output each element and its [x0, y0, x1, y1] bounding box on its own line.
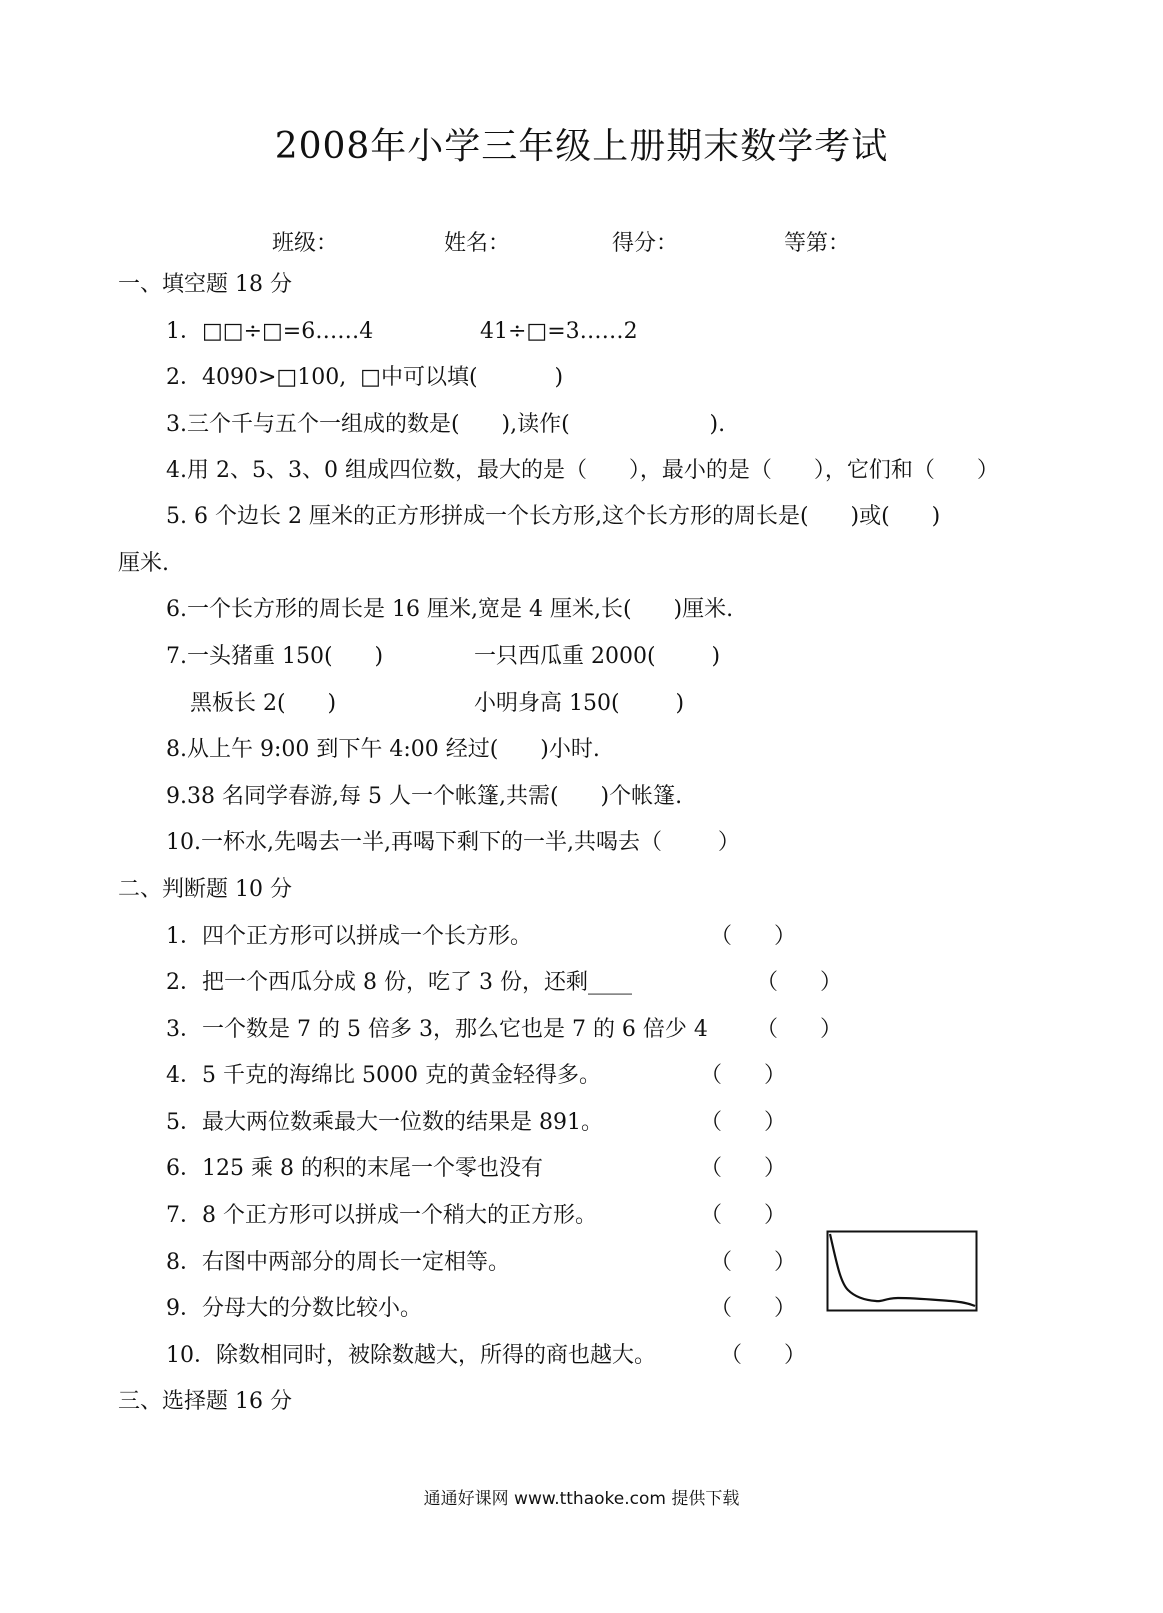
class-field-label: 班级： [272, 231, 339, 256]
judge-item-2-text: 2．把一个西瓜分成 8 份，吃了 3 份，还剩____ [166, 970, 632, 995]
judge-item-5-text: 5．最大两位数乘最大一位数的结果是 891。 [166, 1110, 603, 1135]
grade-field-label: 等第： [784, 231, 851, 256]
fill-q9: 9.38 名同学春游,每 5 人一个帐篷,共需( )个帐篷. [166, 784, 683, 809]
fill-q4: 4.用 2、5、3、0 组成四位数，最大的是（ ），最小的是（ ），它们和（ ） [166, 458, 999, 483]
score-field-label: 得分： [612, 231, 679, 256]
judge-item-3-text: 3．一个数是 7 的 5 倍多 3，那么它也是 7 的 6 倍少 4 [166, 1017, 708, 1042]
page-title: 2008年小学三年级上册期末数学考试 [274, 126, 889, 167]
judge-item-7-paren: （ ） [700, 1203, 786, 1228]
judge-item-4-paren: （ ） [700, 1063, 786, 1088]
fill-q2: 2．4090>□100, □中可以填( ) [166, 365, 564, 390]
judge-item-10-paren: （ ） [720, 1343, 806, 1368]
section1-heading: 一、填空题 18 分 [118, 272, 292, 297]
judge-item-1-text: 1．四个正方形可以拼成一个长方形。 [166, 924, 532, 949]
fill-q7c: 黑板长 2( ) [190, 691, 337, 716]
section3-heading: 三、选择题 16 分 [118, 1389, 292, 1414]
judge-item-9-paren: （ ） [710, 1296, 796, 1321]
judge-item-6-text: 6．125 乘 8 的积的末尾一个零也没有 [166, 1156, 543, 1181]
name-field-label: 姓名： [444, 231, 511, 256]
fill-q5: 5. 6 个边长 2 厘米的正方形拼成一个长方形,这个长方形的周长是( )或( ) [166, 504, 941, 529]
fill-q5-continuation: 厘米. [118, 551, 169, 576]
judge-item-5-paren: （ ） [700, 1110, 786, 1135]
fill-q7a: 7.一头猪重 150( ) [166, 644, 384, 669]
judge-item-8-paren: （ ） [710, 1250, 796, 1275]
figure-curve [830, 1234, 975, 1306]
fill-q10: 10.一杯水,先喝去一半,再喝下剩下的一半,共喝去（ ） [166, 830, 740, 855]
fill-q1b: 41÷□=3……2 [480, 319, 638, 344]
fill-q6: 6.一个长方形的周长是 16 厘米,宽是 4 厘米,长( )厘米. [166, 597, 734, 622]
student-info-fields [0, 226, 1163, 256]
fill-q8: 8.从上午 9:00 到下午 4:00 经过( )小时. [166, 737, 600, 762]
page-footer: 通通好课网 www.tthaoke.com 提供下载 [423, 1489, 740, 1509]
fill-q1a: 1．□□÷□=6……4 [166, 319, 374, 344]
fill-q7b: 一只西瓜重 2000( ) [474, 644, 721, 669]
judge-item-8-text: 8．右图中两部分的周长一定相等。 [166, 1250, 510, 1275]
judge-item-4-text: 4．5 千克的海绵比 5000 克的黄金轻得多。 [166, 1063, 601, 1088]
perimeter-figure [826, 1230, 978, 1312]
judge-item-7-text: 7．8 个正方形可以拼成一个稍大的正方形。 [166, 1203, 597, 1228]
fill-q7d: 小明身高 150( ) [474, 691, 685, 716]
judge-item-6-paren: （ ） [700, 1156, 786, 1181]
fill-q3: 3.三个千与五个一组成的数是( ),读作( ). [166, 412, 726, 437]
judge-item-9-text: 9．分母大的分数比较小。 [166, 1296, 422, 1321]
section2-heading: 二、判断题 10 分 [118, 877, 292, 902]
judge-item-3-paren: （ ） [756, 1017, 842, 1042]
judge-item-1-paren: （ ） [710, 924, 796, 949]
judge-item-10-text: 10．除数相同时，被除数越大，所得的商也越大。 [166, 1343, 656, 1368]
judge-item-2-paren: （ ） [756, 970, 842, 995]
